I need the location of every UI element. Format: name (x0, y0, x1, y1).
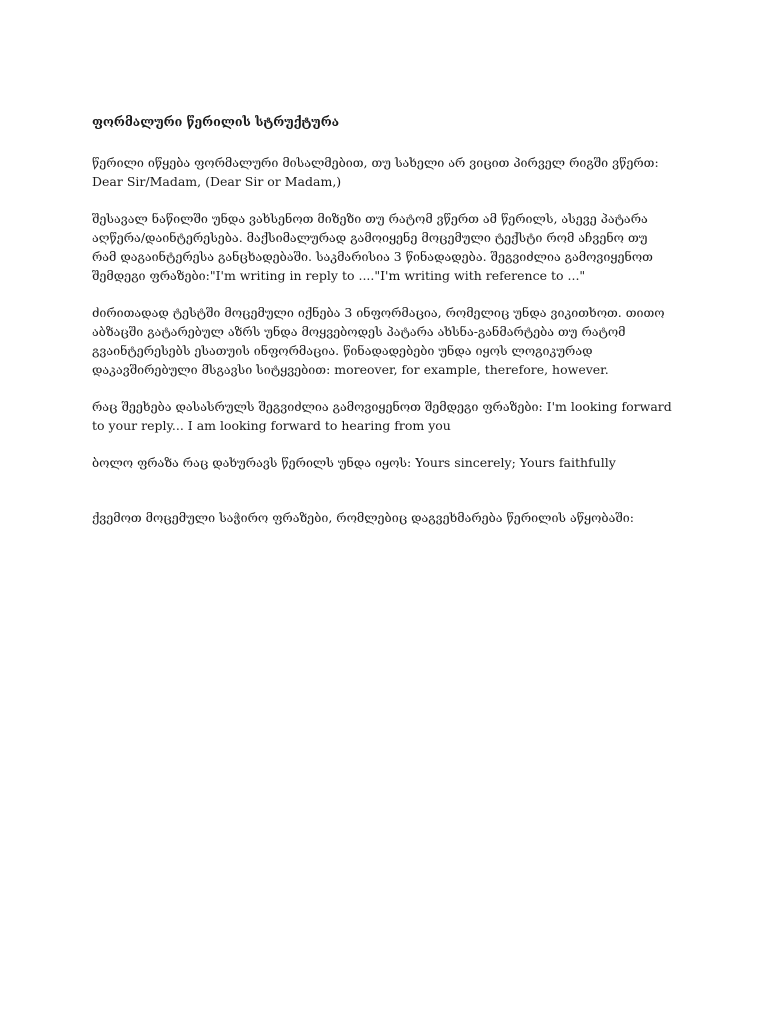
paragraph-main-body: ძირითადად ტესტში მოცემული იქნება 3 ინფორმაცია, რომელიც უნდა ვიკითხოთ. თითო აბზაცში გატარებულ აზრს უნდა მოყვებოდეს პატარა ახსნა-განმარტება თუ რატომ გვაინტერესებს ესათუის ინფორმაცია. წინადადებები უნდა იყოს ლოგიკურად დაკავშირებული მსგავსი სიტყვებით: moreover, for example, therefore, however. (92, 305, 665, 377)
document-title: ფორმალური წერილის სტრუქტურა (92, 114, 340, 129)
paragraph-introduction: შესავალ ნაწილში უნდა ვახსენოთ მიზეზი თუ რატომ ვწერთ ამ წერილს, ასევე პატარა აღწერა/დაინტერესება. მაქსიმალურად გამოიყენე მოცემული ტექსტი რომ აჩვენო თუ რამ დაგაინტერესა განცხადებაში. საკმარისია 3 წინადადება. შეგვიძლია გამოვიყენოთ შემდეგი ფრაზები:"I'm writing in reply to ...."I'm writing with reference to ..." (92, 211, 653, 283)
paragraph-useful-phrases: ქვემოთ მოცემული საჭირო ფრაზები, რომლებიც დაგვეხმარება წერილის აწყობაში: (92, 510, 634, 525)
paragraph-conclusion: რაც შეეხება დასასრულს შეგვიძლია გამოვიყენოთ შემდეგი ფრაზები: I'm looking forward to your reply... I am looking forward to hearing from you (92, 399, 672, 433)
document-body (92, 112, 672, 545)
paragraph-closing: ბოლო ფრაზა რაც დახურავს წერილს უნდა იყოს: Yours sincerely; Yours faithfully (92, 455, 616, 470)
paragraph-greeting: წერილი იწყება ფორმალური მისალმებით, თუ სახელი არ ვიცით პირველ რიგში ვწერთ: Dear Sir/Madam, (Dear Sir or Madam,) (92, 155, 659, 189)
